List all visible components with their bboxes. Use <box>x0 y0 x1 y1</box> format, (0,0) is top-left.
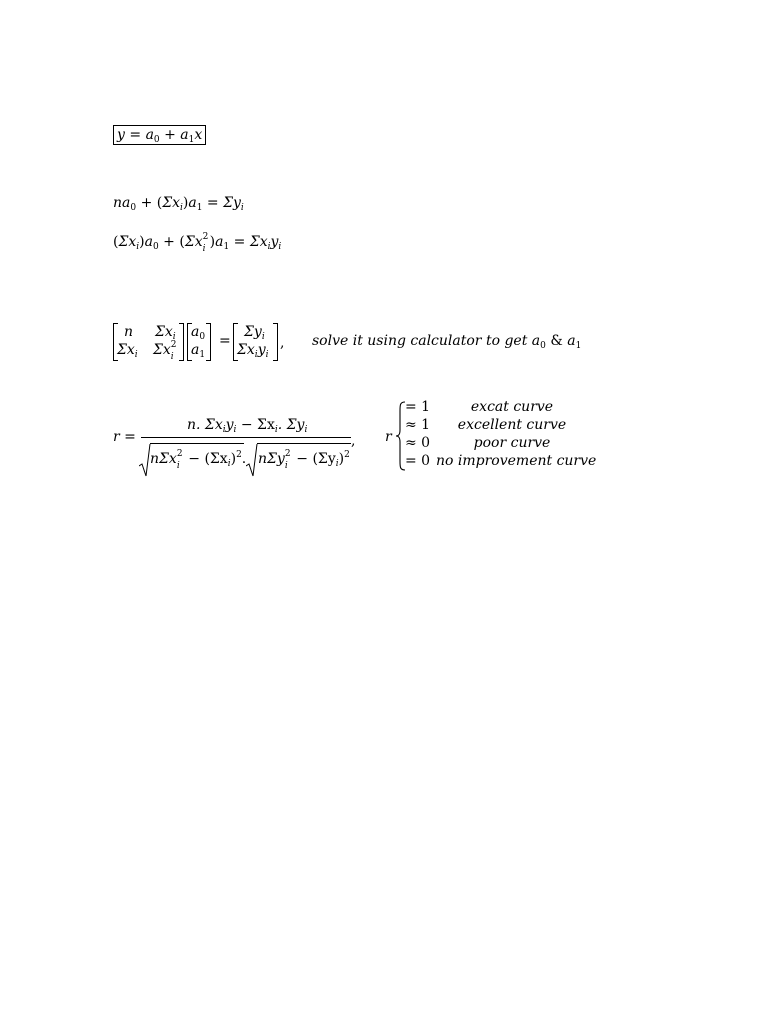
correlation-formula <box>113 412 373 478</box>
normal-equation-1: $na_0 + (\Sigma x_i)a_1 = \Sigma y_i$ <box>113 195 244 213</box>
var-x: x <box>194 127 203 143</box>
normal-equation-2: $(\Sigma x_i)a_0 + (\Sigma x$ 2 i )$a_1 = \Sigma x_iy_i$ <box>113 232 282 254</box>
matrix-comma: , <box>280 335 285 351</box>
case-condition: ≈ 0 <box>405 435 431 451</box>
linear-model-equation <box>113 125 206 145</box>
sqrt-bar-1 <box>150 443 244 444</box>
equals-sign: = <box>129 127 142 143</box>
vector-a1: $a_1$ <box>191 342 206 360</box>
matrix-equation <box>113 323 713 363</box>
case-label: no improvement curve <box>436 453 597 469</box>
var-a0: $a_0$ <box>145 127 160 145</box>
case-condition: ≈ 1 <box>405 417 431 433</box>
matrix-cell-12: $\Sigma x_i$ <box>155 324 176 342</box>
matrix-cell-22: Σx 2 i <box>153 340 177 362</box>
case-condition: = 0 <box>405 453 431 469</box>
correlation-numerator: n. $\Sigma x_iy_i - \Sigma x_i$. $\Sigma y_i$ <box>187 417 308 435</box>
case-label: excat curve <box>470 399 554 415</box>
var-a1: $a_1$ <box>180 127 195 145</box>
matrix-right-bracket <box>179 323 184 361</box>
sqrt-bar-2 <box>257 443 351 444</box>
case-condition: = 1 <box>405 399 431 415</box>
correlation-comma: , <box>351 433 356 449</box>
var-y: y <box>117 127 125 143</box>
vector-right-bracket <box>206 323 211 361</box>
solve-note: solve it using calculator to get $a_0$ & $a_1$ <box>312 333 582 351</box>
denominator-part-1: nΣx 2 i − $(\Sigma x_i)^2$. <box>150 449 247 471</box>
r-cases <box>384 398 604 474</box>
vector-a0: $a_0$ <box>191 324 206 342</box>
fraction-line <box>141 437 351 438</box>
rhs-sum-xy: $\Sigma x_iy_i$ <box>237 342 269 360</box>
cases-var-r: r <box>385 429 392 445</box>
denominator-part-2: nΣy 2 i − $(\Sigma y_i)^2$ <box>258 449 350 471</box>
matrix-cell-21: $\Sigma x_i$ <box>117 342 138 360</box>
var-r: r = <box>113 429 136 445</box>
case-label: poor curve <box>473 435 551 451</box>
matrix-cell-11: n <box>124 324 134 340</box>
plus-sign: + <box>164 127 176 143</box>
rhs-right-bracket <box>273 323 278 361</box>
case-label: excellent curve <box>457 417 567 433</box>
matrix-equals-sign: = <box>219 333 231 349</box>
sqrt-sign-2 <box>246 442 258 478</box>
rhs-sum-y: $\Sigma y_i$ <box>244 324 265 342</box>
